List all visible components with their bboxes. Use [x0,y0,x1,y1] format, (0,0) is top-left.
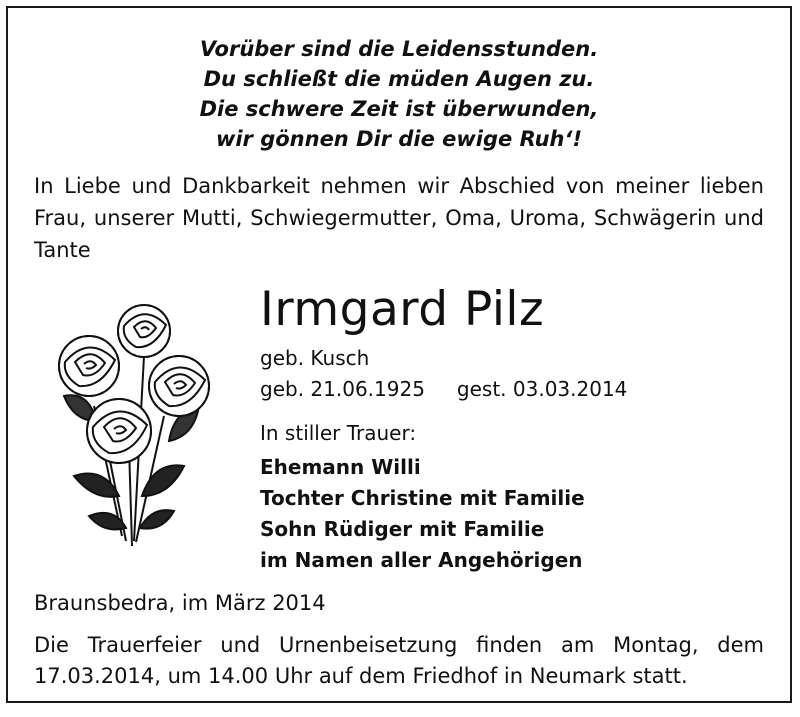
funeral-information: Die Trauerfeier und Urnenbeisetzung finden am Montag, dem 17.03.2014, um 14.00 Uhr auf dem Friedhof in Neumark statt. [34,633,764,688]
poem-line: Die schwere Zeit ist überwunden, [199,97,599,121]
farewell-text: In Liebe und Dankbarkeit nehmen wir Abschied von meiner lieben Frau, unserer Mutti, Schwiegermutter, Oma, Uroma, Schwägerin und Tante [34,174,764,262]
obituary-notice [6,6,792,703]
deceased-name: Irmgard Pilz [260,282,545,337]
roses-bouquet-icon [34,296,224,554]
birth-date: geb. 21.06.1925 [260,377,425,401]
mourners-list [260,452,585,576]
poem-line: Vorüber sind die Leidensstunden. [199,37,599,61]
life-dates [260,374,627,404]
mourner-entry: Ehemann Willi [260,455,421,479]
birth-name: geb. Kusch [260,346,370,370]
mourner-entry: Tochter Christine mit Familie [260,486,585,510]
memorial-poem [8,34,790,154]
mourner-entry: im Namen aller Angehörigen [260,548,583,572]
poem-line: wir gönnen Dir die ewige Ruh‘! [215,127,583,151]
place-and-date: Braunsbedra, im März 2014 [34,591,326,615]
death-date: gest. 03.03.2014 [456,377,628,401]
mourner-entry: Sohn Rüdiger mit Familie [260,517,545,541]
mourners-intro: In stiller Trauer: [260,421,417,445]
poem-line: Du schließt die müden Augen zu. [203,67,595,91]
